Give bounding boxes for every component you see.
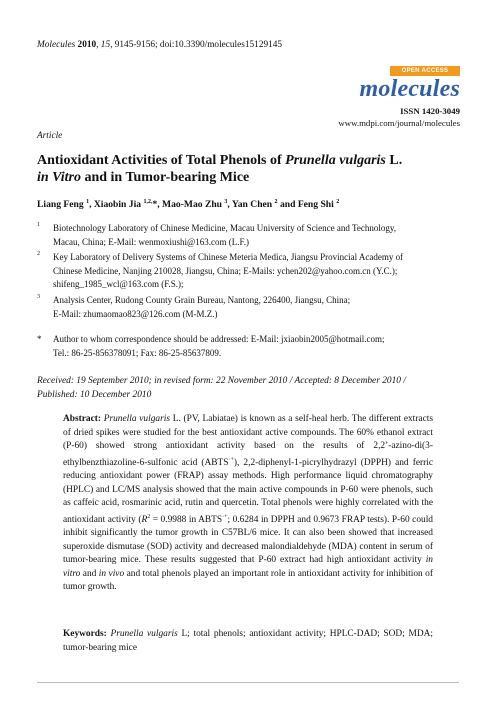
author-affiliation: 1	[86, 199, 90, 205]
keywords-label: Keywords:	[63, 629, 107, 639]
issn: ISSN 1420-3049	[400, 106, 460, 116]
author-name: Yan Chen	[231, 199, 273, 211]
author-affiliation: 1,2,	[143, 199, 153, 205]
journal-name: Molecules	[37, 40, 76, 50]
author-affiliation: 2	[336, 199, 340, 205]
title-in-vitro: in Vitro	[37, 170, 81, 185]
keywords: Keywords: Prunella vulgaris L; total phenols; antioxidant activity; HPLC-DAD; SOD; MDA; tumor-bearing mice	[63, 629, 433, 653]
divider	[37, 682, 459, 683]
abstract: Abstract: Prunella vulgaris L. (PV, Labiatae) is known as a self-heal herb. The different extracts of dried spikes were studied for the best antioxidant active compounds. The 60% ethanol extract (P-60) showed strong antioxidant activity based on the results of 2,2’-azino-di(3-ethylbenzthiazoline-6-sulfonic acid (ABTS·+), 2,2-diphenyl-1-picrylhydrazyl (DPPH) and ferric reducing antioxidant power (FRAP) assay methods. High performance liquid chromatography (HPLC) and LC/MS analysis showed that the main active compounds in P-60 were phenols, such as caffeic acid, rosmarinic acid, rutin and quercetin. Total phenols were highly correlated with the antioxidant activity ($R^2 = 0.9988$ in ABTS·+; 0.6284 in DPPH and 0.9673 FRAP tests). P-60 could inhibit significantly the tumor growth in C57BL/6 mice. It can also been showed that increased superoxide dismutase (SOD) activity and decreased malondialdehyde (MDA) content in serum of tumor-bearing mice. These results suggested that P-60 extract had high antioxidant activity in vitro and in vivo and total phenols played an important role in antioxidant activity for inhibition of tumor growth.	[63, 414, 433, 593]
abstract-label: Abstract:	[63, 414, 102, 424]
publication-dates: Received: 19 September 2010; in revised form: 22 November 2010 / Accepted: 8 December 2010 / Published: 10 December 2010	[37, 376, 406, 400]
paper-title: Antioxidant Activities of Total Phenols of Prunella vulgaris L. in Vitro and in Tumor-bearing Mice	[37, 153, 403, 185]
author-affiliation: 3	[224, 199, 228, 205]
journal-citation: Molecules 2010, 15, 9145-9156; doi:10.3390/molecules15129145	[37, 40, 283, 50]
journal-url[interactable]: www.mdpi.com/journal/molecules	[338, 118, 460, 128]
author-name: Feng Shi	[297, 199, 334, 211]
journal-logo: molecules	[359, 76, 460, 102]
author-list: Liang Feng $^1$, Xiaobin Jia $^{1,2,}$*, Mao-Mao Zhu $^3$, Yan Chen $^2$ and Feng Shi $^2$	[37, 199, 340, 211]
author-name: Xiaobin Jia	[93, 199, 142, 211]
author-name: Liang Feng	[37, 199, 84, 211]
author-name: Mao-Mao Zhu	[162, 199, 223, 211]
journal-year: 2010	[77, 40, 97, 50]
journal-pages-doi: , 9145-9156; doi:10.3390/molecules15129145	[110, 40, 283, 50]
open-access-badge: OPEN ACCESS	[390, 66, 460, 76]
journal-volume: 15	[100, 40, 111, 50]
article-type: Article	[37, 131, 63, 141]
author-affiliation: 2	[274, 199, 278, 205]
title-species: Prunella vulgaris	[285, 153, 386, 168]
